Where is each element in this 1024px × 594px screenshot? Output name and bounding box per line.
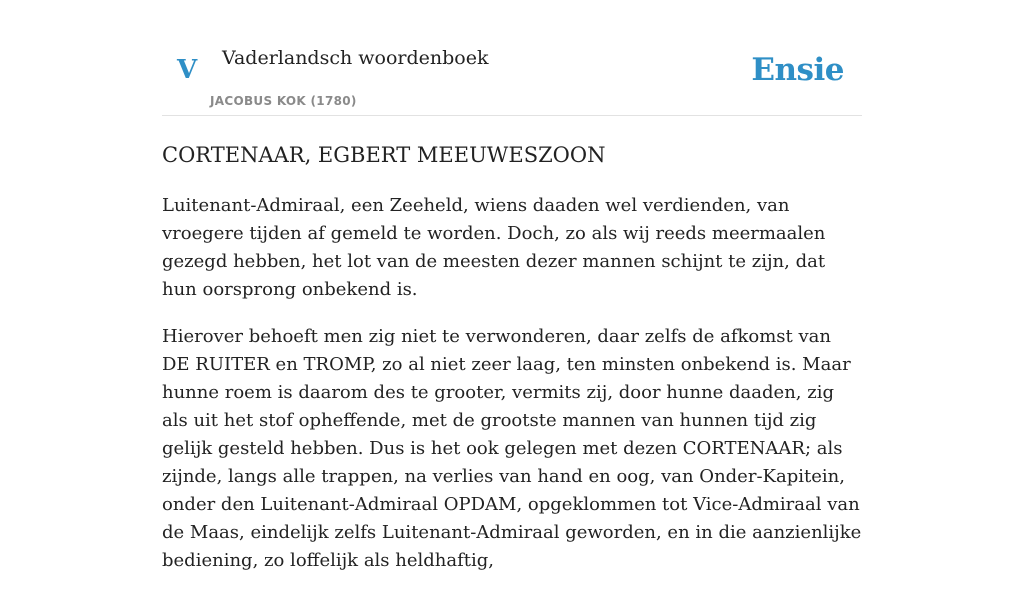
ensie-logo[interactable]: Ensie xyxy=(751,52,844,88)
entry-body xyxy=(162,192,862,594)
entry-paragraph: Hierover behoeft men zig niet te verwonderen, daar zelfs de afkomst van DE RUITER en TROMP, zo al niet zeer laag, ten minsten onbekend is. Maar hunne roem is daarom des te grooter, vermits zij, door hunne daaden, zig als uit het stof opheffende, met de grootste mannen van hunnen tijd zig gelijk gesteld hebben. Dus is het ook gelegen met dezen CORTENAAR; als zijnde, langs alle trappen, na verlies van hand en oog, van Onder-Kapitein, onder den Luitenant-Admiraal OPDAM, opgeklommen tot Vice-Admiraal van de Maas, eindelijk zelfs Luitenant-Admiraal geworden, en in die aanzienlijke bediening, zo loffelijk als heldhaftig, xyxy=(162,326,862,571)
entry-paragraph: Luitenant-Admiraal, een Zeeheld, wiens daaden wel verdienden, van vroegere tijden af gemeld te worden. Doch, zo als wij reeds meermaalen gezegd hebben, het lot van de meesten dezer mannen schijnt te zijn, dat hun oorsprong onbekend is. xyxy=(162,195,826,300)
book-title-link[interactable]: Vaderlandsch woordenboek xyxy=(222,47,489,69)
book-author: JACOBUS KOK (1780) xyxy=(210,94,357,108)
book-letter: V xyxy=(177,55,198,85)
entry-title: CORTENAAR, EGBERT MEEUWESZOON xyxy=(162,143,606,167)
book-header xyxy=(162,0,862,116)
